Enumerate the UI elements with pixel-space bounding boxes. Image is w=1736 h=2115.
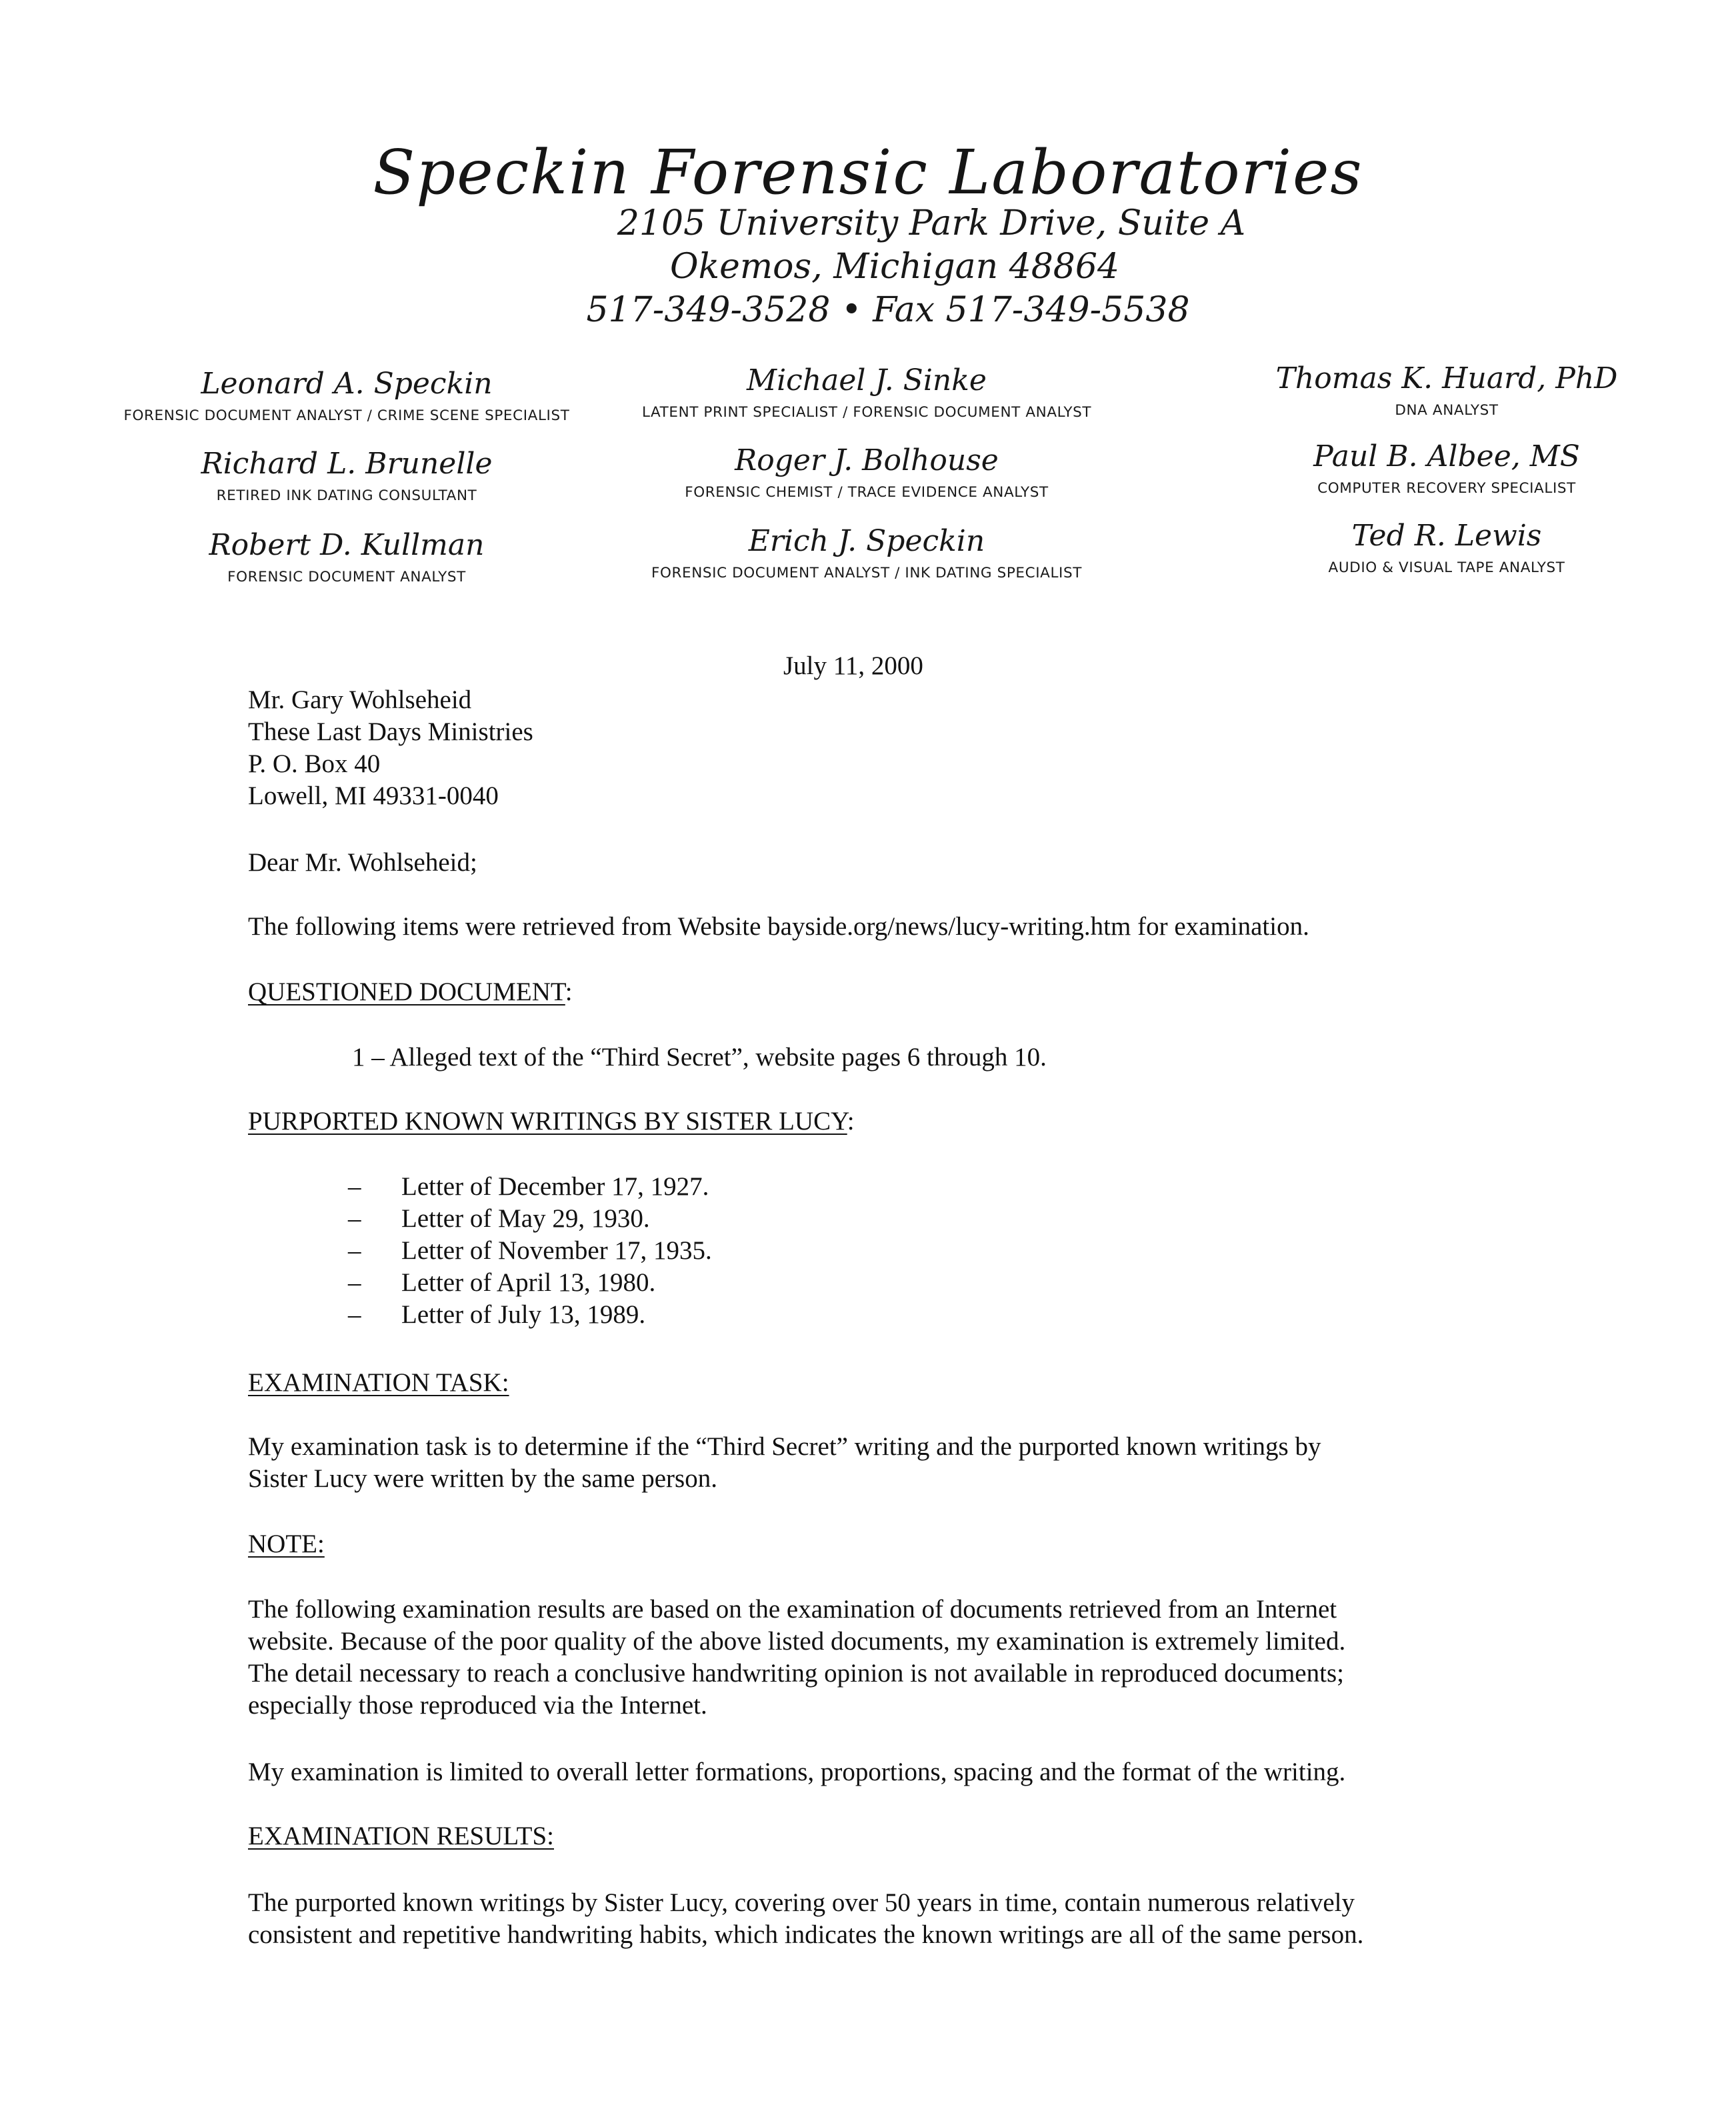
note-paragraph (248, 1594, 1345, 1722)
staff-name: Thomas K. Huard, PhD (1275, 361, 1618, 395)
task-paragraph (248, 1431, 1321, 1495)
paragraph-line: My examination task is to determine if the “Third Secret” writing and the purported known writings by (248, 1432, 1321, 1461)
questioned-heading-text: QUESTIONED DOCUMENT (248, 977, 565, 1006)
questioned-item: 1 – Alleged text of the “Third Secret”, website pages 6 through 10. (352, 1043, 1047, 1072)
paragraph-line: consistent and repetitive handwriting habits, which indicates the known writings are all of the same person. (248, 1920, 1364, 1949)
staff-title: FORENSIC DOCUMENT ANALYST (227, 569, 466, 585)
staff-left-3 (113, 527, 580, 587)
note-heading: NOTE: (248, 1530, 325, 1558)
staff-title: LATENT PRINT SPECIALIST / FORENSIC DOCUMENT ANALYST (641, 404, 1092, 421)
staff-left-1 (113, 365, 580, 425)
list-item: – Letter of November 17, 1935. (348, 1235, 712, 1267)
list-item: – Letter of December 17, 1927. (348, 1171, 712, 1203)
staff-title: FORENSIC DOCUMENT ANALYST / CRIME SCENE SPECIALIST (123, 407, 570, 424)
paragraph-line: The following examination results are based on the examination of documents retrieved from an Internet (248, 1595, 1337, 1624)
lab-phone-line: 517-349-3528 • Fax 517-349-5538 (586, 290, 1190, 330)
limit-paragraph: My examination is limited to overall letter formations, proportions, spacing and the format of the writing. (248, 1758, 1346, 1786)
paragraph-line: especially those reproduced via the Internet. (248, 1691, 707, 1720)
lab-name: Speckin Forensic Laboratories (373, 137, 1363, 208)
paragraph-line: The detail necessary to reach a conclusive handwriting opinion is not available in reproduced documents; (248, 1659, 1344, 1688)
paragraph-line: The purported known writings by Sister Lucy, covering over 50 years in time, contain numerous relatively (248, 1888, 1355, 1917)
staff-title: FORENSIC CHEMIST / TRACE EVIDENCE ANALYST (685, 484, 1049, 501)
lab-address-line2: Okemos, Michigan 48864 (669, 247, 1120, 287)
staff-title: FORENSIC DOCUMENT ANALYST / INK DATING SPECIALIST (651, 565, 1082, 581)
recipient-line: P. O. Box 40 (248, 749, 381, 778)
staff-name: Leonard A. Speckin (201, 367, 493, 401)
recipient-line: Mr. Gary Wohlseheid (248, 685, 472, 714)
results-paragraph (248, 1887, 1363, 1951)
known-heading-text: PURPORTED KNOWN WRITINGS BY SISTER LUCY (248, 1107, 847, 1136)
staff-name: Richard L. Brunelle (201, 447, 493, 481)
list-item-text: Letter of December 17, 1927. (401, 1172, 709, 1201)
staff-name: Roger J. Bolhouse (735, 443, 999, 477)
list-item: – Letter of July 13, 1989. (348, 1299, 712, 1331)
staff-name: Ted R. Lewis (1351, 519, 1542, 553)
recipient-line: These Last Days Ministries (248, 717, 533, 746)
staff-title: RETIRED INK DATING CONSULTANT (216, 487, 477, 504)
results-heading: EXAMINATION RESULTS: (248, 1822, 554, 1850)
recipient-address (248, 684, 533, 812)
staff-left-2 (113, 445, 580, 505)
staff-right-3 (1253, 517, 1640, 577)
staff-name: Robert D. Kullman (209, 528, 485, 562)
list-item: – Letter of April 13, 1980. (348, 1267, 712, 1299)
questioned-heading: QUESTIONED DOCUMENT: (248, 977, 573, 1006)
task-heading: EXAMINATION TASK: (248, 1368, 509, 1397)
staff-center-1 (633, 362, 1100, 422)
staff-title: COMPUTER RECOVERY SPECIALIST (1317, 480, 1576, 497)
staff-center-3 (633, 523, 1100, 583)
list-item-text: Letter of July 13, 1989. (401, 1300, 646, 1329)
known-heading: PURPORTED KNOWN WRITINGS BY SISTER LUCY: (248, 1107, 855, 1136)
lab-address-line1: 2105 University Park Drive, Suite A (617, 203, 1246, 243)
staff-center-2 (633, 442, 1100, 502)
recipient-line: Lowell, MI 49331-0040 (248, 781, 499, 810)
known-list (348, 1171, 712, 1331)
list-item: – Letter of May 29, 1930. (348, 1203, 712, 1235)
list-item-text: Letter of May 29, 1930. (401, 1204, 650, 1233)
staff-right-2 (1253, 438, 1640, 498)
list-item-text: Letter of November 17, 1935. (401, 1236, 712, 1265)
intro-paragraph: The following items were retrieved from Website bayside.org/news/lucy-writing.htm for examination. (248, 912, 1309, 941)
staff-name: Erich J. Speckin (748, 524, 985, 558)
paragraph-line: Sister Lucy were written by the same person. (248, 1464, 717, 1493)
staff-right-1 (1253, 360, 1640, 420)
letter-date: July 11, 2000 (783, 651, 923, 680)
paragraph-line: website. Because of the poor quality of the above listed documents, my examination is extremely limited. (248, 1627, 1346, 1656)
list-item-text: Letter of April 13, 1980. (401, 1268, 656, 1297)
staff-title: DNA ANALYST (1395, 402, 1499, 419)
staff-title: AUDIO & VISUAL TAPE ANALYST (1328, 559, 1565, 576)
staff-name: Paul B. Albee, MS (1313, 439, 1580, 473)
salutation: Dear Mr. Wohlseheid; (248, 848, 477, 877)
staff-name: Michael J. Sinke (747, 363, 987, 397)
